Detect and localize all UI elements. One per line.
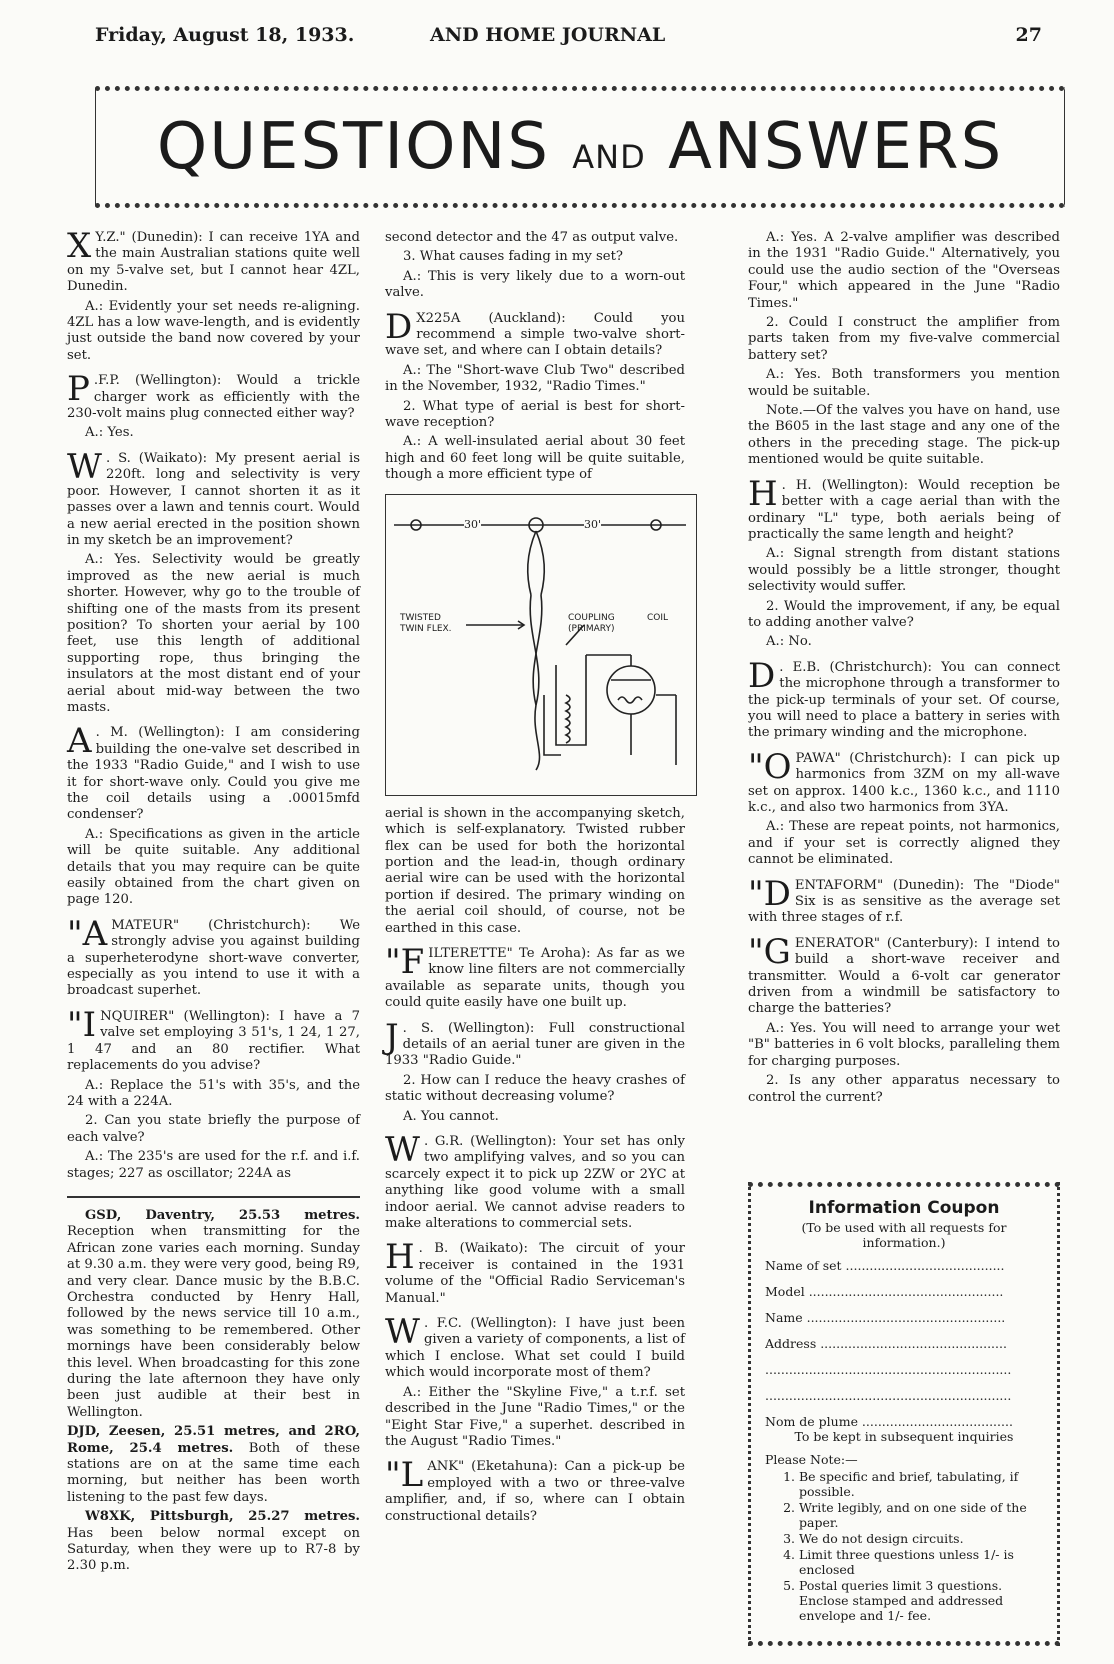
please-note: Please Note:— [765, 1452, 858, 1467]
section-banner [95, 86, 1065, 208]
answer-text: A.: These are repeat points, not harmonics, and if your set is correctly aligned they cannot be eliminated. [748, 819, 1060, 868]
address-field[interactable]: Address ............................................... [765, 1336, 1007, 1351]
figure-label: COUPLING COIL (PRIMARY) [568, 612, 668, 634]
set-name-field[interactable]: Name of set ........................................ [765, 1258, 1005, 1273]
answer-text: A. You cannot. [403, 1108, 499, 1124]
question-item [67, 1004, 360, 1075]
answer-text: 2. How can I reduce the heavy crashes of static without decreasing volume? [385, 1072, 685, 1105]
question-item [748, 746, 1060, 817]
aerial-sketch [385, 494, 697, 796]
answer-text: A.: Yes. You will need to arrange your wet "B" batteries in 6 volt blocks, paralleling them for charging purposes. [748, 1020, 1060, 1069]
journal-title: AND HOME JOURNAL [430, 24, 666, 46]
drop-cap: P [67, 369, 90, 410]
question-item [385, 1130, 685, 1232]
drop-cap: A [67, 721, 92, 762]
answer-text: Note.—Of the valves you have on hand, use the B605 in the last stage and any one of the others in the preceding stage. The pick-up mentioned would be quite suitable. [748, 403, 1060, 468]
dimension-label: 30' [464, 517, 481, 533]
question-text: MATEUR" (Christchurch): We strongly advise you against building a superheterodyne short-wave converter, especially as you intend to use it with a broadcast superhet. [67, 917, 360, 999]
banner-word-3: ANSWERS [668, 110, 1004, 184]
rule-item: 3. We do not design circuits. [799, 1531, 1043, 1546]
drop-cap: D [748, 655, 776, 696]
name-field[interactable]: Name .................................................. [765, 1310, 1006, 1325]
question-text: 2. Could I construct the amplifier from parts taken from my five-valve commercial battery set? [748, 315, 1060, 363]
answer-text: A.: Either the "Skyline Five," a t.r.f. set described in the June "Radio Times," or the "Eight Star Five," a superhet. described in the August "Radio Times." [385, 1384, 685, 1449]
answer-text: aerial is shown in the accompanying sketch, which is self-explanatory. Twisted rubber flex can be used for both the horizontal portion and the lead-in, though ordinary aerial wire can be used with the horizontal portion if desired. The primary winding on the aerial coil should, of course, not be earthed in this case. [385, 805, 685, 936]
answer-text: A.: This is very likely due to a worn-out valve. [385, 268, 685, 301]
drop-cap: D [385, 306, 413, 347]
question-text: X225A (Auckland): Could you recommend a simple two-valve short-wave set, and where can I obtain details? [385, 310, 685, 359]
question-text: . E.B. (Christchurch): You can connect the microphone through a transformer to the pick-up terminals of your set. Of course, you will need to place a battery in series with the primary winding and the microphone. [748, 659, 1060, 741]
rule-item: 4. Limit three questions unless 1/- is enclosed [799, 1547, 1043, 1577]
answer-text: A.: Signal strength from distant stations would possibly be a little stronger, thought selectivity would suffer. [748, 546, 1060, 595]
question-item [385, 1455, 685, 1525]
question-item [385, 306, 685, 360]
question-text: . M. (Wellington): I am considering building the one-valve set described in the 1933 "Radio Guide," and I wish to use it for short-wave only. Could you give me the coil details using a .00015mfd condenser? [67, 725, 360, 823]
question-item [748, 473, 1060, 544]
question-text: NQUIRER" (Wellington): I have a 7 valve set employing 3 51's, 1 24, 1 27, 1 47 and an 80 rectifier. What replacements do you advise? [67, 1008, 360, 1074]
question-text: . G.R. (Wellington): Your set has only two amplifying valves, and so you can scarcely expect it to pick up 2ZW or 2YC at anything like good volume with a small indoor aerial. We cannot advise readers to make alterations to commercial sets. [385, 1134, 685, 1232]
figure-label: TWISTED TWIN FLEX. [400, 612, 452, 634]
question-text: ANK" (Eketahuna): Can a pick-up be employed with a two or three-valve amplifier, and, if so, where can I obtain constructional details? [385, 1459, 685, 1524]
answer-text: A.: Evidently your set needs re-aligning. 4ZL has a low wave-length, and is evidently just outside the band now covered by your set. [67, 298, 360, 363]
question-text: . H. (Wellington): Would reception be better with a cage aerial than with the ordinary "L" type, both aerials being of practically the same length and height? [748, 477, 1060, 542]
question-item [385, 1312, 685, 1382]
question-text: 2. What type of aerial is best for short-wave reception? [385, 398, 685, 431]
answer-text: A.: Yes. Selectivity would be greatly improved as the new aerial is much shorter. However, why go to the trouble of shifting one of the masts from its present position? To shorten your aerial by 100 feet, use this length of additional supporting rope, thus bringing the insulators at the most distant end of your aerial about mid-way between the two masts. [67, 552, 360, 715]
rule-item: 1. Be specific and brief, tabulating, if possible. [799, 1469, 1043, 1499]
drop-cap: H [385, 1237, 415, 1278]
question-text: . B. (Waikato): The circuit of your receiver is contained in the 1931 volume of the "Official Radio Serviceman's Manual." [385, 1241, 685, 1306]
drop-cap: W [385, 1312, 420, 1353]
question-item [748, 931, 1060, 1018]
station-name: DJD, Zeesen, 25.51 metres, and 2RO, Rome, 25.4 metres. [67, 1424, 360, 1456]
address-line-3-field[interactable]: .............................................................. [765, 1388, 1012, 1403]
dimension-label: 30' [584, 517, 601, 533]
address-line-2-field[interactable]: .............................................................. [765, 1362, 1012, 1377]
drop-cap: "A [67, 913, 108, 954]
station-report [67, 1208, 360, 1421]
aerial-diagram-icon [386, 495, 696, 795]
question-text: ENTAFORM" (Dunedin): The "Diode" Six is as sensitive as the average set with three stages of r.f. [748, 877, 1060, 926]
answer-text: A.: Yes. [85, 425, 134, 441]
station-text: Has been below normal except on Saturday, when they were up to R7-8 by 2.30 p.m. [67, 1525, 360, 1574]
question-item [385, 1237, 685, 1307]
answer-text: A.: Replace the 51's with 35's, and the 24 with a 224A. [67, 1077, 360, 1109]
banner-title [96, 91, 1064, 213]
information-coupon [748, 1182, 1060, 1646]
drop-cap: "I [67, 1004, 97, 1045]
drop-cap: "F [385, 941, 425, 982]
masthead [95, 24, 1042, 54]
question-text: ENERATOR" (Canterbury): I intend to build a short-wave receiver and transmitter. Would a 6-volt car generator driven from a windmill be satisfactory to charge the batteries? [748, 935, 1060, 1017]
rule-item: 5. Postal queries limit 3 questions. Enclose stamped and addressed envelope and 1/- fee. [799, 1578, 1043, 1623]
answer-text: A.: The 235's are used for the r.f. and i.f. stages; 227 as oscillator; 224A as [67, 1149, 360, 1181]
answer-text: 2. Can you state briefly the purpose of each valve? [67, 1113, 360, 1145]
question-item [67, 226, 360, 296]
nom-de-plume-field[interactable]: Nom de plume ...................................... [765, 1414, 1013, 1429]
drop-cap: H [748, 473, 778, 514]
coupon-title: Information Coupon [808, 1198, 1000, 1218]
column-2 [385, 230, 685, 1528]
model-field[interactable]: Model ................................................. [765, 1284, 1004, 1299]
drop-cap: "G [748, 931, 791, 972]
station-name: GSD, Daventry, 25.53 metres. [85, 1207, 360, 1223]
station-report [67, 1424, 360, 1506]
coupon-rules [765, 1469, 1043, 1623]
continued-text: second detector and the 47 as output valve. [385, 230, 679, 245]
banner-word-1: QUESTIONS [156, 110, 550, 184]
banner-word-2: AND [572, 138, 646, 176]
question-item [748, 655, 1060, 742]
station-report [67, 1509, 360, 1575]
drop-cap: "L [385, 1455, 424, 1496]
question-item [748, 873, 1060, 927]
question-item [385, 1016, 685, 1070]
drop-cap: "D [748, 873, 791, 914]
question-text: 3. What causes fading in my set? [403, 249, 623, 265]
answer-text: A.: A well-insulated aerial about 30 feet high and 60 feet long will be quite suitable, though a more efficient type of [385, 434, 685, 483]
question-text: 2. Is any other apparatus necessary to control the current? [748, 1073, 1060, 1105]
coupon-caption: (To be used with all requests for information.) [801, 1220, 1007, 1250]
station-text: Reception when transmitting for the African zone varies each morning. Sunday at 9.30 a.m. they were very good, being R9, and very clear. Dance music by the B.B.C. Orchestra conducted by Henry Hall, followed by the news service till 10 a.m., was something to be remembered. Other mornings have been considerably below this level. When broadcasting for this zone during the late afternoon they have only been just audible at their best in Wellington. [67, 1224, 360, 1420]
question-item [67, 913, 360, 1000]
question-text: PAWA" (Christchurch): I can pick up harmonics from 3ZM on my all-wave set on approx. 1400 k.c., 1360 k.c., and 1110 k.c., and also two harmonics from 3YA. [748, 750, 1060, 815]
drop-cap: W [67, 446, 102, 487]
drop-cap: X [67, 226, 92, 266]
question-item [67, 721, 360, 823]
answer-text: A.: No. [766, 634, 812, 650]
question-text: 2. Would the improvement, if any, be equal to adding another valve? [748, 598, 1060, 630]
coupon-note: To be kept in subsequent inquiries [794, 1429, 1014, 1444]
issue-date: Friday, August 18, 1933. [95, 24, 355, 46]
page-number: 27 [1015, 24, 1042, 46]
answer-text: A.: Yes. A 2-valve amplifier was described in the 1931 "Radio Guide." Alternatively, you could use the audio section of the "Overseas Four," which appeared in the June "Radio Times." [748, 230, 1060, 311]
question-text: Y.Z." (Dunedin): I can receive 1YA and the main Australian stations quite well on my 5-valve set, but I cannot hear 4ZL, Dunedin. [67, 230, 360, 295]
question-text: . F.C. (Wellington): I have just been given a variety of components, a list of which I enclose. What set could I build which would incorporate most of them? [385, 1316, 685, 1381]
drop-cap: W [385, 1130, 420, 1170]
question-item [385, 941, 685, 1012]
question-text: .F.P. (Wellington): Would a trickle charger work as efficiently with the 230-volt mains plug connected either way? [67, 373, 360, 422]
station-name: W8XK, Pittsburgh, 25.27 metres. [85, 1509, 360, 1525]
question-item [67, 446, 360, 549]
column-3 [748, 230, 1060, 1109]
question-item [67, 369, 360, 422]
station-text: Both of these stations are on at the same time each morning, but neither has been worth listening to the past few days. [67, 1440, 361, 1505]
drop-cap: "O [748, 746, 792, 787]
rule-item: 2. Write legibly, and on one side of the paper. [799, 1500, 1043, 1530]
question-text: . S. (Wellington): Full constructional details of an aerial tuner are given in the 1933 "Radio Guide." [385, 1020, 685, 1069]
answer-text: A.: Yes. Both transformers you mention would be suitable. [748, 367, 1060, 399]
drop-cap: J [385, 1016, 399, 1057]
column-1 [67, 226, 361, 1578]
question-text: . S. (Waikato): My present aerial is 220ft. long and selectivity is very poor. However, I cannot shorten it as it passes over a lawn and tennis court. Would a new aerial erected in the position shown in my sketch be an improvement? [67, 450, 360, 548]
question-text: ILTERETTE" Te Aroha): As far as we know line filters are not commercially available as separate units, though you could quite easily have one built up. [385, 945, 685, 1011]
answer-text: A.: Specifications as given in the article will be quite suitable. Any additional details that you may require can be quite easily obtained from the chart given on page 120. [67, 826, 360, 908]
answer-text: A.: The "Short-wave Club Two" described in the November, 1932, "Radio Times." [385, 362, 685, 395]
divider [67, 1196, 360, 1198]
